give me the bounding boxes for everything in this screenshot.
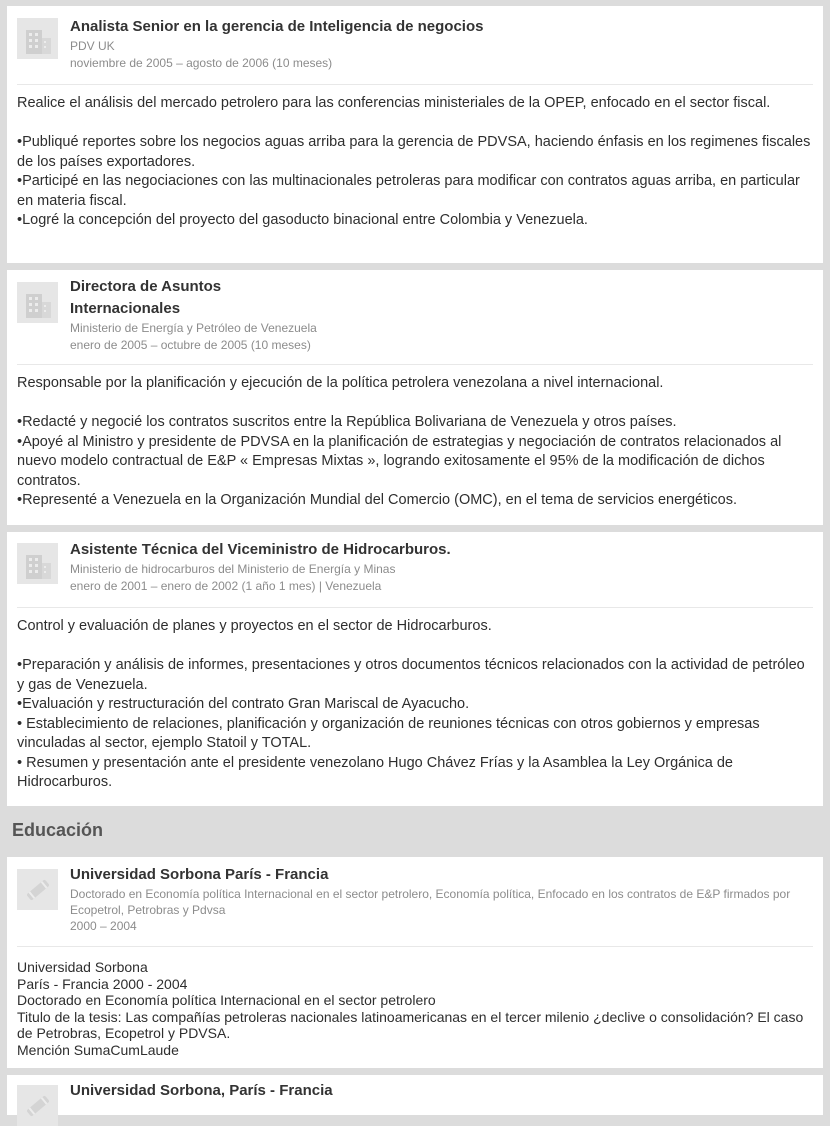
job-dates: noviembre de 2005 – agosto de 2006 (10 meses) [70, 56, 333, 70]
job-summary: Control y evaluación de planes y proyectos en el sector de Hidrocarburos. [17, 618, 492, 634]
job-bullet: •Preparación y análisis de informes, presentaciones y otros documentos técnicos relacionados con la actividad de petróleo y gas de Venezuela. [17, 657, 805, 693]
education-detail-line: Mención SumaCumLaude [17, 1041, 179, 1058]
education-detail-line: París - Francia 2000 - 2004 [17, 975, 188, 992]
job-description [7, 608, 823, 793]
job-bullet: •Participé en las negociaciones con las multinacionales petroleras para modificar con contratos aguas arriba, en particular en materia fiscal. [17, 173, 800, 209]
job-bullet: • Establecimiento de relaciones, planificación y organización de reuniones técnicas con otros gobiernos y empresas vinculadas al sector, ejemplo Statoil y TOTAL. [17, 715, 760, 751]
job-bullet: •Redacté y negocié los contratos suscritos entre la República Bolivariana de Venezuela y otros países. [17, 414, 677, 430]
job-dates: enero de 2005 – octubre de 2005 (10 meses) [70, 338, 311, 352]
section-heading-education: Educación [12, 820, 104, 840]
school-name[interactable]: Universidad Sorbona, París - Francia [70, 1082, 333, 1099]
job-title[interactable]: Analista Senior en la gerencia de Inteligencia de negocios [70, 18, 484, 35]
company-name[interactable]: Ministerio de Energía y Petróleo de Venezuela [70, 321, 317, 335]
building-icon [17, 543, 58, 584]
job-bullet: •Publiqué reportes sobre los negocios aguas arriba para la gerencia de PDVSA, haciendo énfasis en los regimenes fiscales de los países exportadores. [17, 134, 811, 170]
education-detail-line: Doctorado en Economía política Internacional en el sector petrolero [17, 992, 436, 1008]
job-bullet: • Resumen y presentación ante el presidente venezolano Hugo Chávez Frías y la Asamblea la Ley Orgánica de Hidrocarburos. [17, 754, 733, 790]
job-description [7, 365, 823, 511]
job-bullet: •Apoyé al Ministro y presidente de PDVSA en la planificación de estrategias y negociación de contratos relacionados al nuevo modelo contractual de E&P « Empresas Mixtas », logrando exitosamente el 95% de la modificación de dichos contratos. [17, 433, 782, 489]
education-card [7, 857, 823, 1068]
diploma-icon [17, 1085, 58, 1126]
job-description [7, 85, 823, 231]
job-dates: enero de 2001 – enero de 2002 (1 año 1 mes) | Venezuela [70, 579, 382, 593]
building-icon [17, 18, 58, 59]
job-summary: Responsable por la planificación y ejecución de la política petrolera venezolana a nivel internacional. [17, 375, 664, 391]
job-summary: Realice el análisis del mercado petrolero para las conferencias ministeriales de la OPEP, enfocado en el sector fiscal. [17, 95, 771, 111]
degree: Doctorado en Economía política Internacional en el sector petrolero, Economía política, Enfocado en los contratos de E&P firmados por Ecopetrol, Petrobras y Pdvsa [70, 887, 791, 917]
education-years: 2000 – 2004 [70, 919, 137, 933]
diploma-icon [17, 869, 58, 910]
education-detail-line: Titulo de la tesis: Las compañías petroleras nacionales latinoamericanas en el tercer milenio ¿declive o consolidación? El caso de Petrobras, Ecopetrol y PDVSA. [17, 1008, 804, 1041]
experience-card [7, 532, 823, 806]
company-name[interactable]: Ministerio de hidrocarburos del Ministerio de Energía y Minas [70, 562, 396, 576]
job-title-line-2[interactable]: Internacionales [70, 300, 181, 317]
company-name[interactable]: PDV UK [70, 39, 115, 53]
job-bullet: •Representé a Venezuela en la Organización Mundial del Comercio (OMC), en el tema de servicios energéticos. [17, 492, 737, 508]
job-bullet: •Logré la concepción del proyecto del gasoducto binacional entre Colombia y Venezuela. [17, 212, 588, 228]
experience-card [7, 270, 823, 525]
job-title[interactable]: Asistente Técnica del Viceministro de Hidrocarburos. [70, 541, 451, 558]
experience-card [7, 6, 823, 263]
education-details [7, 947, 823, 1058]
education-detail-line: Universidad Sorbona [17, 959, 148, 975]
job-bullet: •Evaluación y restructuración del contrato Gran Mariscal de Ayacucho. [17, 696, 470, 712]
school-name[interactable]: Universidad Sorbona París - Francia [70, 866, 329, 883]
job-title-line-1[interactable]: Directora de Asuntos [70, 278, 222, 295]
building-icon [17, 282, 58, 323]
education-card [7, 1075, 823, 1115]
